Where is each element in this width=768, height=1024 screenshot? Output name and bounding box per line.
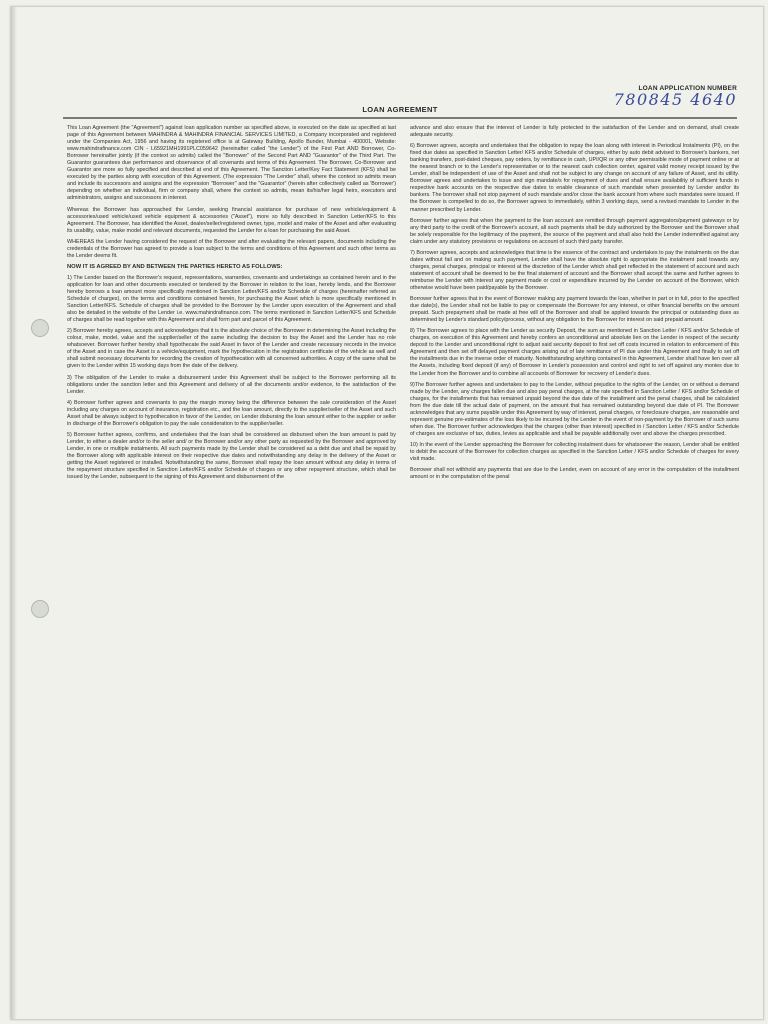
page-footer-blank: [11, 909, 763, 1019]
clause-7: 7) Borrower agrees, accepts and acknowledges that time is the essence of the contract and undertakes to pay the instalments on the due dates without fail and on making such payment, Lender shall have the absolute right to appropriate the instalment paid towards any charges, penal charges, principal or interest at the discretion of the Lender which shall get reflected in the statement of account and such statement of account shall be deemed to be the final statement of account and the Borrower shall accept the same and further agrees to reimburse the Lender with interest any payment made or cost or expenditure incurred by the Lender on account of the Borrower, which otherwise would have been paid/payable by the Borrower.: [410, 249, 739, 291]
title-bar: [63, 105, 737, 119]
clause-4: 4) Borrower further agrees and covenants to pay the margin money being the difference between the sale consideration of the Asset including any charges on account of insurance, registration etc., and the loan amount, directly to the supplier/seller of the Asset and such Asset shall be always subject to hypothecation in favor of the Lender, on Lender disbursing the loan amount either to the supplier or seller in discharge of the Borrower's obligation to pay the sale consideration to the supplier/seller.: [67, 399, 396, 427]
punch-hole-top: [31, 319, 49, 337]
paragraph-parties: This Loan Agreement (the "Agreement") against loan application number as specified above, is executed on the date as specified at last page of this Agreement between MAHINDRA & MAHINDRA FINANCIAL SERVICES LIMITED, a Company incorporated and registered under the Companies Act, 1956 and having its registered office is at Gateway Building, Apollo Bunder, Mumbai - 400001, Website: www.mahindrafinance.com CIN - L65921MH1991PLC059642 (hereinafter called "the Lender") of the First Part AND Borrower, Co-Borrower hereinafter jointly (if the context so admits) called the "Borrower" of the Second Part AND "Guarantor" of the Third Part. The Guarantor guarantees due performance and observance of all covenants and terms of this Agreement. The Borrower, Co-Borrower and Guarantor are more so fully specified and described at end of this Agreement. The Sanction Letter/Key Fact Statement (KFS) shall be executed by the parties along with execution of this Agreement. (The expression "The Lender" shall, where the context so admits mean and include its successors and assigns and the expression "Borrower" and the "Guarantor" (herein after collectively called as 'Borrower') depending on whether an individual, firm or company shall, where the context so admits, mean its/his/her legal heirs, executors and administrators, assigns and successors in interest.: [67, 125, 396, 202]
clause-3: 3) The obligation of the Lender to make a disbursement under this Agreement shall be subject to the Borrower performing all its obligations under the sanction letter and this Agreement and delivery of all the documents and/or evidence, to the satisfaction of the Lender.: [67, 374, 396, 395]
right-column: [410, 125, 739, 909]
punch-hole-bottom: [31, 600, 49, 618]
clause-10: 10) In the event of the Lender approaching the Borrower for collecting instalment dues for whatsoever the reason, Lender shall be entitled to debit the account of the Borrower for collection charges as specified in the Sanction Letter / KFS and/or Schedule of charges for every visit made.: [410, 441, 739, 463]
clause-1: 1) The Lender based on the Borrower's request, representations, warranties, covenants and undertakings as contained herein and in the application for loan and other documents executed or tendered by the Borrower in relation to the loan, hereby lends, and the Borrower hereby borrows a loan amount more specifically mentioned in Sanction Letter/KFS and/or Schedule of charges (hereinafter referred as Schedule of charges), on the terms and conditions contained herein, for purchasing the Asset which is more specifically mentioned in Sanction Letter/KFS. Schedule of charges shall be provided to the Borrower by the Lender upon execution of the Agreement and shall also be detailed in the website of the Lender i.e. www.mahindrafinance.com. The terms mentioned in Sanction Letter/KFS and Schedule of charges shall be read together with this Agreement and shall form part and parcel of this Agreement.: [67, 274, 396, 324]
document-page: [10, 6, 764, 1020]
section-heading: NOW IT IS AGREED BY AND BETWEEN THE PARTIES HERETO AS FOLLOWS:: [67, 263, 283, 270]
document-header: [11, 7, 763, 127]
loan-application-number-label: LOAN APPLICATION NUMBER: [638, 85, 737, 92]
clause-6-payments: Borrower further agrees that when the payment to the loan account are remitted through payment aggregators/payment gateways or by any third party to the credit of the Borrower's account, all such payments shall be duly authorized by the Borrower and the Borrower shall be solely responsible for the legitimacy of the payment, the source of the payment and shall also hold the Lender indemnified against any claim under any statutory provisions or regulations on account of such third party transfer.: [410, 217, 739, 245]
paragraph-whereas-1: Whereas the Borrower has approached the Lender, seeking financial assistance for purchase of new vehicle/equipment & accessories/used vehicle/used vehicle equipment & accessories ("Asset"), more so fully described in Sanction Letter/KFS to this Agreement. The Borrower, has identified the Asset, dealer/seller/registered owner, type, model and make of the Asset and after evaluating its usability, value, make model and relevant documents, requested the Lender for a loan for purchasing the said Asset.: [67, 206, 396, 234]
clause-9: 9)The Borrower further agrees and undertakes to pay to the Lender, without prejudice to the rights of the Lender, on or without a demand made by the Lender, any charges fallen due and also pay penal charges, at the rate specified in Sanction Letter / KFS and/or Schedule of charges, for the installments that has remained unpaid beyond the due date of the installment and the penal charges, shall be calculated from the due date till the actual date of payment, on the amount that has remained outstanding beyond due date of PI. The Borrower acknowledges that any sums payable under this Agreement by way of interest, penal charges, or foreclosure charges, are reasonable and represent genuine pre-estimates of the loss likely to be incurred by the Lender in the event of non-payment by the Borrower of such sums when due. The Borrower further acknowledges that the charges (other than interest) specified in / Sanction Letter / KFS and/or Schedule of charges are exclusive of tax, duties, levies as applicable and shall be payable additionally over and above the charges prescribed.: [410, 381, 739, 437]
loan-application-number-value: 780845 4640: [613, 90, 737, 109]
left-column: [67, 125, 396, 909]
page-edge-shadow: [11, 7, 17, 1019]
body-columns: [67, 125, 739, 909]
clause-5-continued: advance and also ensure that the interest of Lender is fully protected to the satisfaction of the Lender and on demand, shall create adequate security.: [410, 125, 739, 139]
clause-8: 8) The Borrower agrees to place with the Lender as security Deposit, the sum as mentioned in Sanction Letter / KFS and/or Schedule of charges, on execution of this Agreement and hereby confers an unconditional and absolute lien on the Lender in respect of the security deposit to the Lender and unconditional right to adjust said security deposit to first set off costs incurred in relation to enforcement of this Agreement and then set off delayed payment charges arising out of late remittance of PI due under this Agreement and finally to set off the installments due in the inverse order of maturity. Notwithstanding anything contained in this Agreement, Lender shall have lien over all the Assets, including fixed deposit (if any) of Borrower in Lender's possession and control and right to set off against any monies due to the Lender from the Borrower and to combine all accounts of Borrower for recovery of Lender's dues.: [410, 328, 739, 377]
clause-5: 5) Borrower further agrees, confirms, and undertakes that the loan shall be considered as disbursed when the loan amount is paid by Lender, to either a dealer and/or to the seller and/ or the Borrower and/or any other party as requested by the Borrower and approved by Lender, in one or multiple instalments. All such payments made by the Lender shall be considered as a debt due and shall be repaid by the Borrower along with applicable interest on their respective due dates and notwithstanding any delay in the delivery of the Asset or getting the Asset registered or installed. Notwithstanding the same, Borrower shall repay the loan amount without any delay in terms of the repayment structure specified in Sanction Letter/KFS and/or Schedule of charges or any other repayment structure, which shall be issued by the Lender, subsequent to the signing of this Agreement and disbursement of the: [67, 431, 396, 481]
clause-6: 6) Borrower agrees, accepts and undertakes that the obligation to repay the loan along with interest in Periodical Instalments (PI), on the fixed due dates as specified in Sanction Letter/ KFS and/or Schedule of charges, either by auto debit advised to Borrower's bankers, net banking transfers, post-dated cheques, pay orders, by remittance in cash, UPI/QR or any other permissible mode of payment online or at the nearest branch or to the Lender's representative or to the nearest cash collection center, against valid money receipt issued by the Lender, shall be independent of use of the Asset and shall not be subject to any change on account of any failure of Asset, and its utility. Borrower agrees and undertakes to issue and sign mandate/s for repayment of dues and shall ensure availability of sufficient funds in respective bank accounts on the respective due dates to enable clearance of such mandate when presented by Lender and/or its bankers. The borrower shall not stop payment of such mandate and/or close the bank account from where such mandates were issued. If the Borrower is compelled to do so, the Borrower agrees to immediately, within 3 working days, send a revised mandate to Lender in the manner prescribed by Lender.: [410, 143, 739, 213]
clause-10-continued: Borrower shall not withhold any payments that are due to the Lender, even on account of any error in the computation of the installment amount or in the computation of the penal: [410, 467, 739, 481]
clause-7-prepayment: Borrower further agrees that in the event of Borrower making any payment towards the loan, whether in part or in full, prior to the specified due date(s), the Lender shall not be liable to pay or compensate the Borrower for any interest, or other financial benefits on the amount prepaid. Such prepayment shall be made at free will of the Borrower and shall be applied towards the principal or outstanding dues as determined by Lender's standard policy/process, without any obligation to the Borrower for interest on said prepaid amount.: [410, 296, 739, 324]
paragraph-whereas-2: WHEREAS the Lender having considered the request of the Borrower and after evaluating the relevant papers, documents including the credentials of the Borrower has agreed to provide a loan subject to the terms and conditions of this Agreement and such other terms as the Lender deems fit.: [67, 238, 396, 259]
page-title: LOAN AGREEMENT: [362, 105, 438, 114]
clause-2: 2) Borrower hereby agrees, accepts and acknowledges that it is the absolute choice of the Borrower in determining the Asset including the colour, make, model, value and the supplier/seller of the same including the decision to buy the Asset and the Lender has no role whatsoever. Borrower further hereby shall hypothecate the said Asset in favor of the Lender and create necessary records in the invoice of the Asset and in case the Asset is a vehicle/equipment, mark the hypothecation in the registration certificate of the vehicle as well and shall submit necessary documents for recording the creation of hypothecation with all concerned authorities. A copy of the same shall be given to the Lender within 15 working days from the date of the delivery.: [67, 328, 396, 370]
